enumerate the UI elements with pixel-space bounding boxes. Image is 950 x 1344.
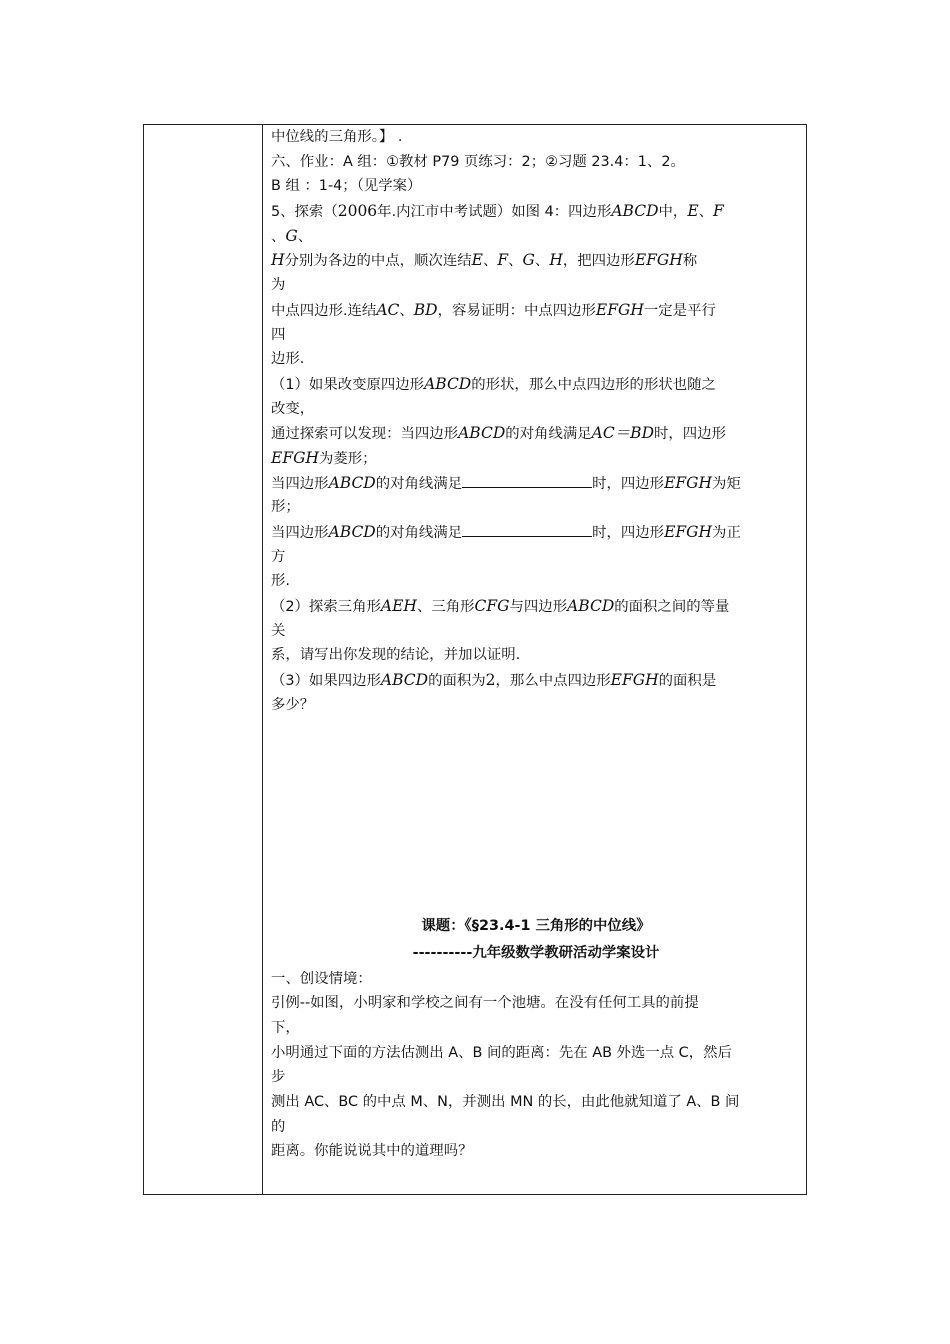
explore-line	[271, 248, 801, 273]
lesson-body-line: 小明通过下面的方法估测出 A、B 间的距离：先在 AB 外选一点 C，然后	[271, 1044, 732, 1061]
homework-line-b: B 组 ：1-4；（见学案）	[271, 178, 422, 195]
lesson-body-line: 距离。你能说说其中的道理吗？	[271, 1143, 473, 1160]
explore-line	[271, 224, 801, 249]
text: ，把四边形	[562, 253, 635, 270]
text: 的形状，那么中点四边形的形状也随之	[471, 376, 716, 393]
math-var: ABCD	[611, 202, 659, 221]
question-1-line	[271, 421, 801, 446]
question-3-line: 多少？	[271, 696, 315, 713]
text: 5、探索（	[271, 204, 338, 221]
lesson-body-line: 步	[271, 1069, 286, 1086]
answer-space[interactable]	[271, 718, 801, 913]
text: （2）探索三角形	[271, 599, 381, 616]
math-var: EFGH	[271, 448, 319, 467]
math-var: H	[549, 251, 563, 270]
math-var: EFGH	[595, 300, 644, 319]
explore-line: 四	[271, 326, 286, 343]
math-var: ABCD	[328, 523, 376, 541]
text: 的对角线满足	[375, 525, 463, 541]
text: 年.内江市中考试题）如图 4：四边形	[377, 204, 612, 221]
math-var: E	[687, 202, 699, 221]
math-var: G	[522, 251, 535, 270]
question-1-line: 形；	[271, 499, 300, 516]
math-var: H	[271, 251, 285, 270]
text: 为矩	[712, 475, 741, 492]
question-3-line	[271, 668, 801, 693]
text: 分别为各边的中点，顺次连结	[284, 253, 472, 270]
math-var: EFGH	[610, 671, 659, 690]
text: 的面积之间的等量	[614, 599, 730, 616]
question-1-line: 方	[271, 548, 286, 565]
text: 、	[508, 253, 523, 270]
question-1-line: 改变，	[271, 400, 315, 417]
left-column-cell	[144, 125, 263, 1194]
explore-line	[271, 298, 801, 323]
text: 的对角线满足	[375, 475, 463, 492]
homework-line: 六、作业：A 组：①教材 P79 页练习：2；②习题 23.4：1、2。	[271, 153, 685, 170]
math-var: ABCD	[380, 671, 429, 690]
text: 的面积为	[428, 673, 486, 690]
text: （1）如果改变原四边形	[271, 376, 425, 393]
text: 称	[682, 253, 698, 270]
text: 的对角线满足	[505, 426, 592, 443]
text: 中点四边形.连结	[271, 302, 377, 319]
math-var: ABCD	[567, 597, 615, 616]
content-cell	[271, 125, 801, 1164]
answer-blank[interactable]	[462, 473, 592, 488]
math-var: ABCD	[424, 374, 472, 393]
math-var: ABCD	[458, 424, 506, 443]
text: 时，四边形	[592, 475, 665, 492]
math-var: G	[285, 226, 298, 245]
answer-blank[interactable]	[462, 522, 592, 537]
text: 当四边形	[271, 475, 329, 492]
text: （3）如果四边形	[271, 673, 381, 690]
lesson-title: 课题：《§23.4-1 三角形的中位线》	[421, 917, 651, 934]
text-line: 中位线的三角形。】 .	[271, 129, 403, 145]
text: 、	[482, 253, 498, 270]
explore-line: 边形.	[271, 351, 305, 368]
text: 时，四边形	[654, 426, 726, 443]
text: 为菱形；	[318, 450, 377, 467]
explore-line	[271, 199, 801, 224]
math-var: ABCD	[328, 473, 376, 492]
math-number: 2	[485, 671, 496, 690]
worksheet-table	[143, 124, 807, 1195]
text: 当四边形	[271, 525, 329, 541]
question-1-line: 形.	[271, 573, 290, 590]
text: ，那么中点四边形	[495, 673, 611, 690]
lesson-body-line: 引例--如图，小明家和学校之间有一个池塘。在没有任何工具的前提	[271, 995, 699, 1012]
text: 、	[297, 228, 313, 245]
text: 一定是平行	[643, 302, 716, 319]
text: 、	[271, 228, 286, 245]
text: 、三角形	[416, 599, 475, 616]
year: 2006	[337, 202, 378, 221]
explore-line: 为	[271, 277, 286, 294]
text: 通过探索可以发现：当四边形	[271, 426, 459, 443]
question-2-line	[271, 594, 801, 619]
math-var: F	[713, 202, 724, 221]
question-1-line	[271, 471, 801, 496]
text: 、	[698, 204, 714, 221]
text: 、	[534, 253, 550, 270]
math-var: EFGH	[634, 251, 683, 270]
text: 时，四边形	[592, 525, 665, 541]
math-var: F	[497, 251, 509, 270]
math-var: AEH	[380, 597, 417, 616]
math-var: CFG	[474, 597, 510, 616]
math-var: EFGH	[664, 473, 713, 492]
lesson-body-line: 下，	[271, 1019, 300, 1036]
question-1-line	[271, 372, 801, 397]
lesson-subtitle: ----------九年级数学教研活动学案设计	[412, 944, 660, 961]
question-1-line	[271, 446, 801, 471]
question-2-line: 系，请写出你发现的结论，并加以证明.	[271, 647, 521, 664]
section-heading: 一、创设情境：	[271, 970, 372, 987]
text: 中，	[658, 204, 688, 221]
text: ，容易证明：中点四边形	[437, 302, 596, 319]
text: 与四边形	[509, 599, 568, 616]
question-2-line: 关	[271, 622, 286, 639]
text: 为正	[712, 525, 741, 541]
math-var: AC	[376, 300, 400, 319]
math-var: BD	[413, 300, 438, 319]
lesson-body-line: 的	[271, 1118, 286, 1135]
math-var: EFGH	[664, 523, 713, 541]
math-var: E	[471, 251, 483, 270]
text: 的面积是	[658, 673, 717, 690]
text: 、	[399, 302, 414, 319]
math-equation: AC＝BD	[591, 424, 654, 443]
lesson-body-line: 测出 AC、BC 的中点 M、N，并测出 MN 的长，由此他就知道了 A、B 间	[271, 1093, 740, 1110]
question-1-line	[271, 520, 801, 545]
